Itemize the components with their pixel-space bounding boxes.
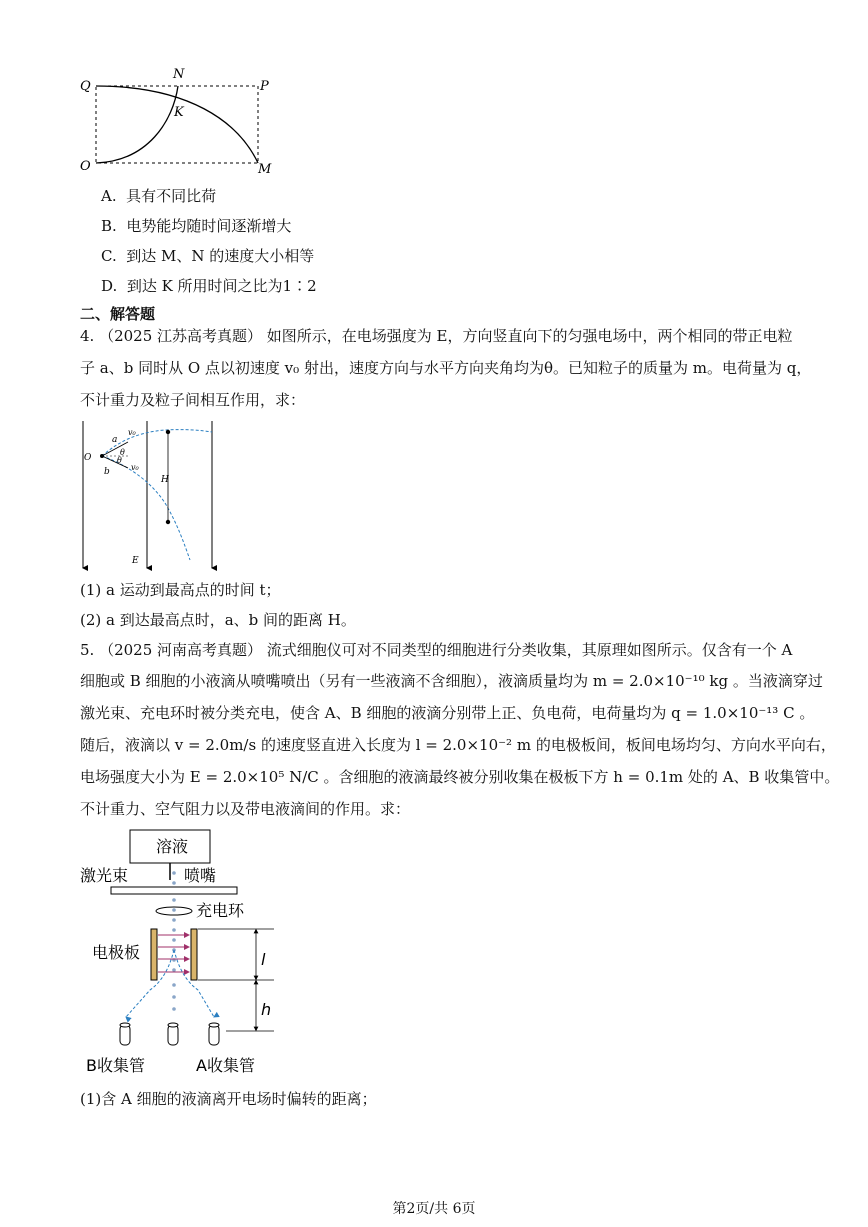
label-n: N (173, 67, 185, 82)
label-o: O (80, 159, 91, 174)
option-letter: C. (101, 247, 117, 265)
option-d (101, 276, 317, 296)
label-plate: 电极板 (92, 943, 141, 962)
collection-tubes (120, 1023, 219, 1045)
label-h: H (161, 475, 169, 485)
q5-line-1: 5. （2025 河南高考真题） 流式细胞仪可对不同类型的细胞进行分类收集，其原理如图所示。仅含有一个 A (80, 641, 793, 659)
label-v0-b: v₀ (131, 463, 139, 472)
label-nozzle: 喷嘴 (184, 866, 217, 885)
trajectory-o-to-n (96, 86, 178, 163)
option-text: 具有不同比荷 (126, 187, 217, 205)
figure-2-electric-field (80, 418, 230, 576)
label-k: K (174, 105, 184, 120)
q4-sub-1: (1) a 运动到最高点的时间 t； (80, 581, 281, 599)
option-letter: D. (101, 277, 118, 295)
label-laser: 激光束 (80, 866, 129, 885)
right-plate (191, 929, 197, 980)
q5-sub-1: (1)含 A 细胞的液滴离开电场时偏转的距离； (80, 1090, 377, 1108)
q4-line-1: 4. （2025 江苏高考真题） 如图所示，在电场强度为 E，方向竖直向下的匀强电场中，两个相同的带正电粒 (80, 327, 793, 345)
label-ring: 充电环 (196, 901, 245, 920)
label-m: M (258, 162, 272, 177)
figure-3-flow-cytometer (78, 825, 298, 1080)
page-footer: 第2页/共 6页 (392, 1201, 476, 1217)
trajectory-q-to-m (96, 86, 258, 163)
q5-line-5: 电场强度大小为 E = 2.0×10⁵ N/C 。含细胞的液滴最终被分别收集在极板下方 h = 0.1m 处的 A、B 收集管中。 (80, 768, 840, 786)
label-v0-a: v₀ (128, 428, 136, 437)
option-text: 到达 M、N 的速度大小相等 (126, 247, 315, 265)
q4-sub-2: (2) a 到达最高点时，a、b 间的距离 H。 (80, 611, 356, 629)
figure-1-field-diagram (78, 66, 278, 178)
option-b (101, 216, 291, 236)
q5-line-3: 激光束、充电环时被分类充电，使含 A、B 细胞的液滴分别带上正、负电荷，电荷量均为 q = 1.0×10⁻¹³ C 。 (80, 704, 815, 722)
section-heading: 二、解答题 (80, 305, 156, 323)
label-p: P (260, 79, 269, 94)
option-a (101, 186, 216, 206)
trajectory-a (102, 430, 212, 456)
label-tube-a: A收集管 (196, 1056, 255, 1075)
point-a-top (166, 430, 170, 434)
label-solution: 溶液 (156, 837, 189, 856)
option-c (101, 246, 314, 266)
left-plate (151, 929, 157, 980)
label-e: E (132, 556, 139, 566)
point-b (166, 520, 170, 524)
label-theta-a: θ (120, 448, 125, 457)
label-h: h (261, 1000, 272, 1019)
q5-line-2: 细胞或 B 细胞的小液滴从喷嘴喷出（另有一些液滴不含细胞），液滴质量均为 m = 2.0×10⁻¹⁰ kg 。当液滴穿过 (80, 672, 823, 690)
option-letter: B. (101, 217, 117, 235)
q5-line-6: 不计重力、空气阻力以及带电液滴间的作用。求： (80, 800, 411, 818)
q4-line-2: 子 a、b 同时从 O 点以初速度 v₀ 射出，速度方向与水平方向夹角均为θ。已知粒子的质量为 m。电荷量为 q， (80, 359, 812, 377)
q5-line-4: 随后，液滴以 v = 2.0m/s 的速度竖直进入长度为 l = 2.0×10⁻² m 的电极板间，板间电场均匀、方向水平向右， (80, 736, 836, 754)
label-a: a (112, 435, 118, 445)
laser-beam (111, 887, 237, 894)
option-text: 到达 K 所用时间之比为1∶2 (126, 277, 317, 295)
option-text: 电势能均随时间逐渐增大 (126, 217, 292, 235)
label-theta-b: θ (117, 456, 122, 465)
label-tube-b: B收集管 (86, 1056, 145, 1075)
q4-line-3: 不计重力及粒子间相互作用，求： (80, 391, 306, 409)
label-q: Q (80, 79, 91, 94)
label-l: l (261, 950, 266, 969)
trajectory-b (102, 456, 190, 560)
option-letter: A. (101, 187, 117, 205)
label-o: O (84, 453, 92, 463)
label-b: b (104, 467, 110, 477)
